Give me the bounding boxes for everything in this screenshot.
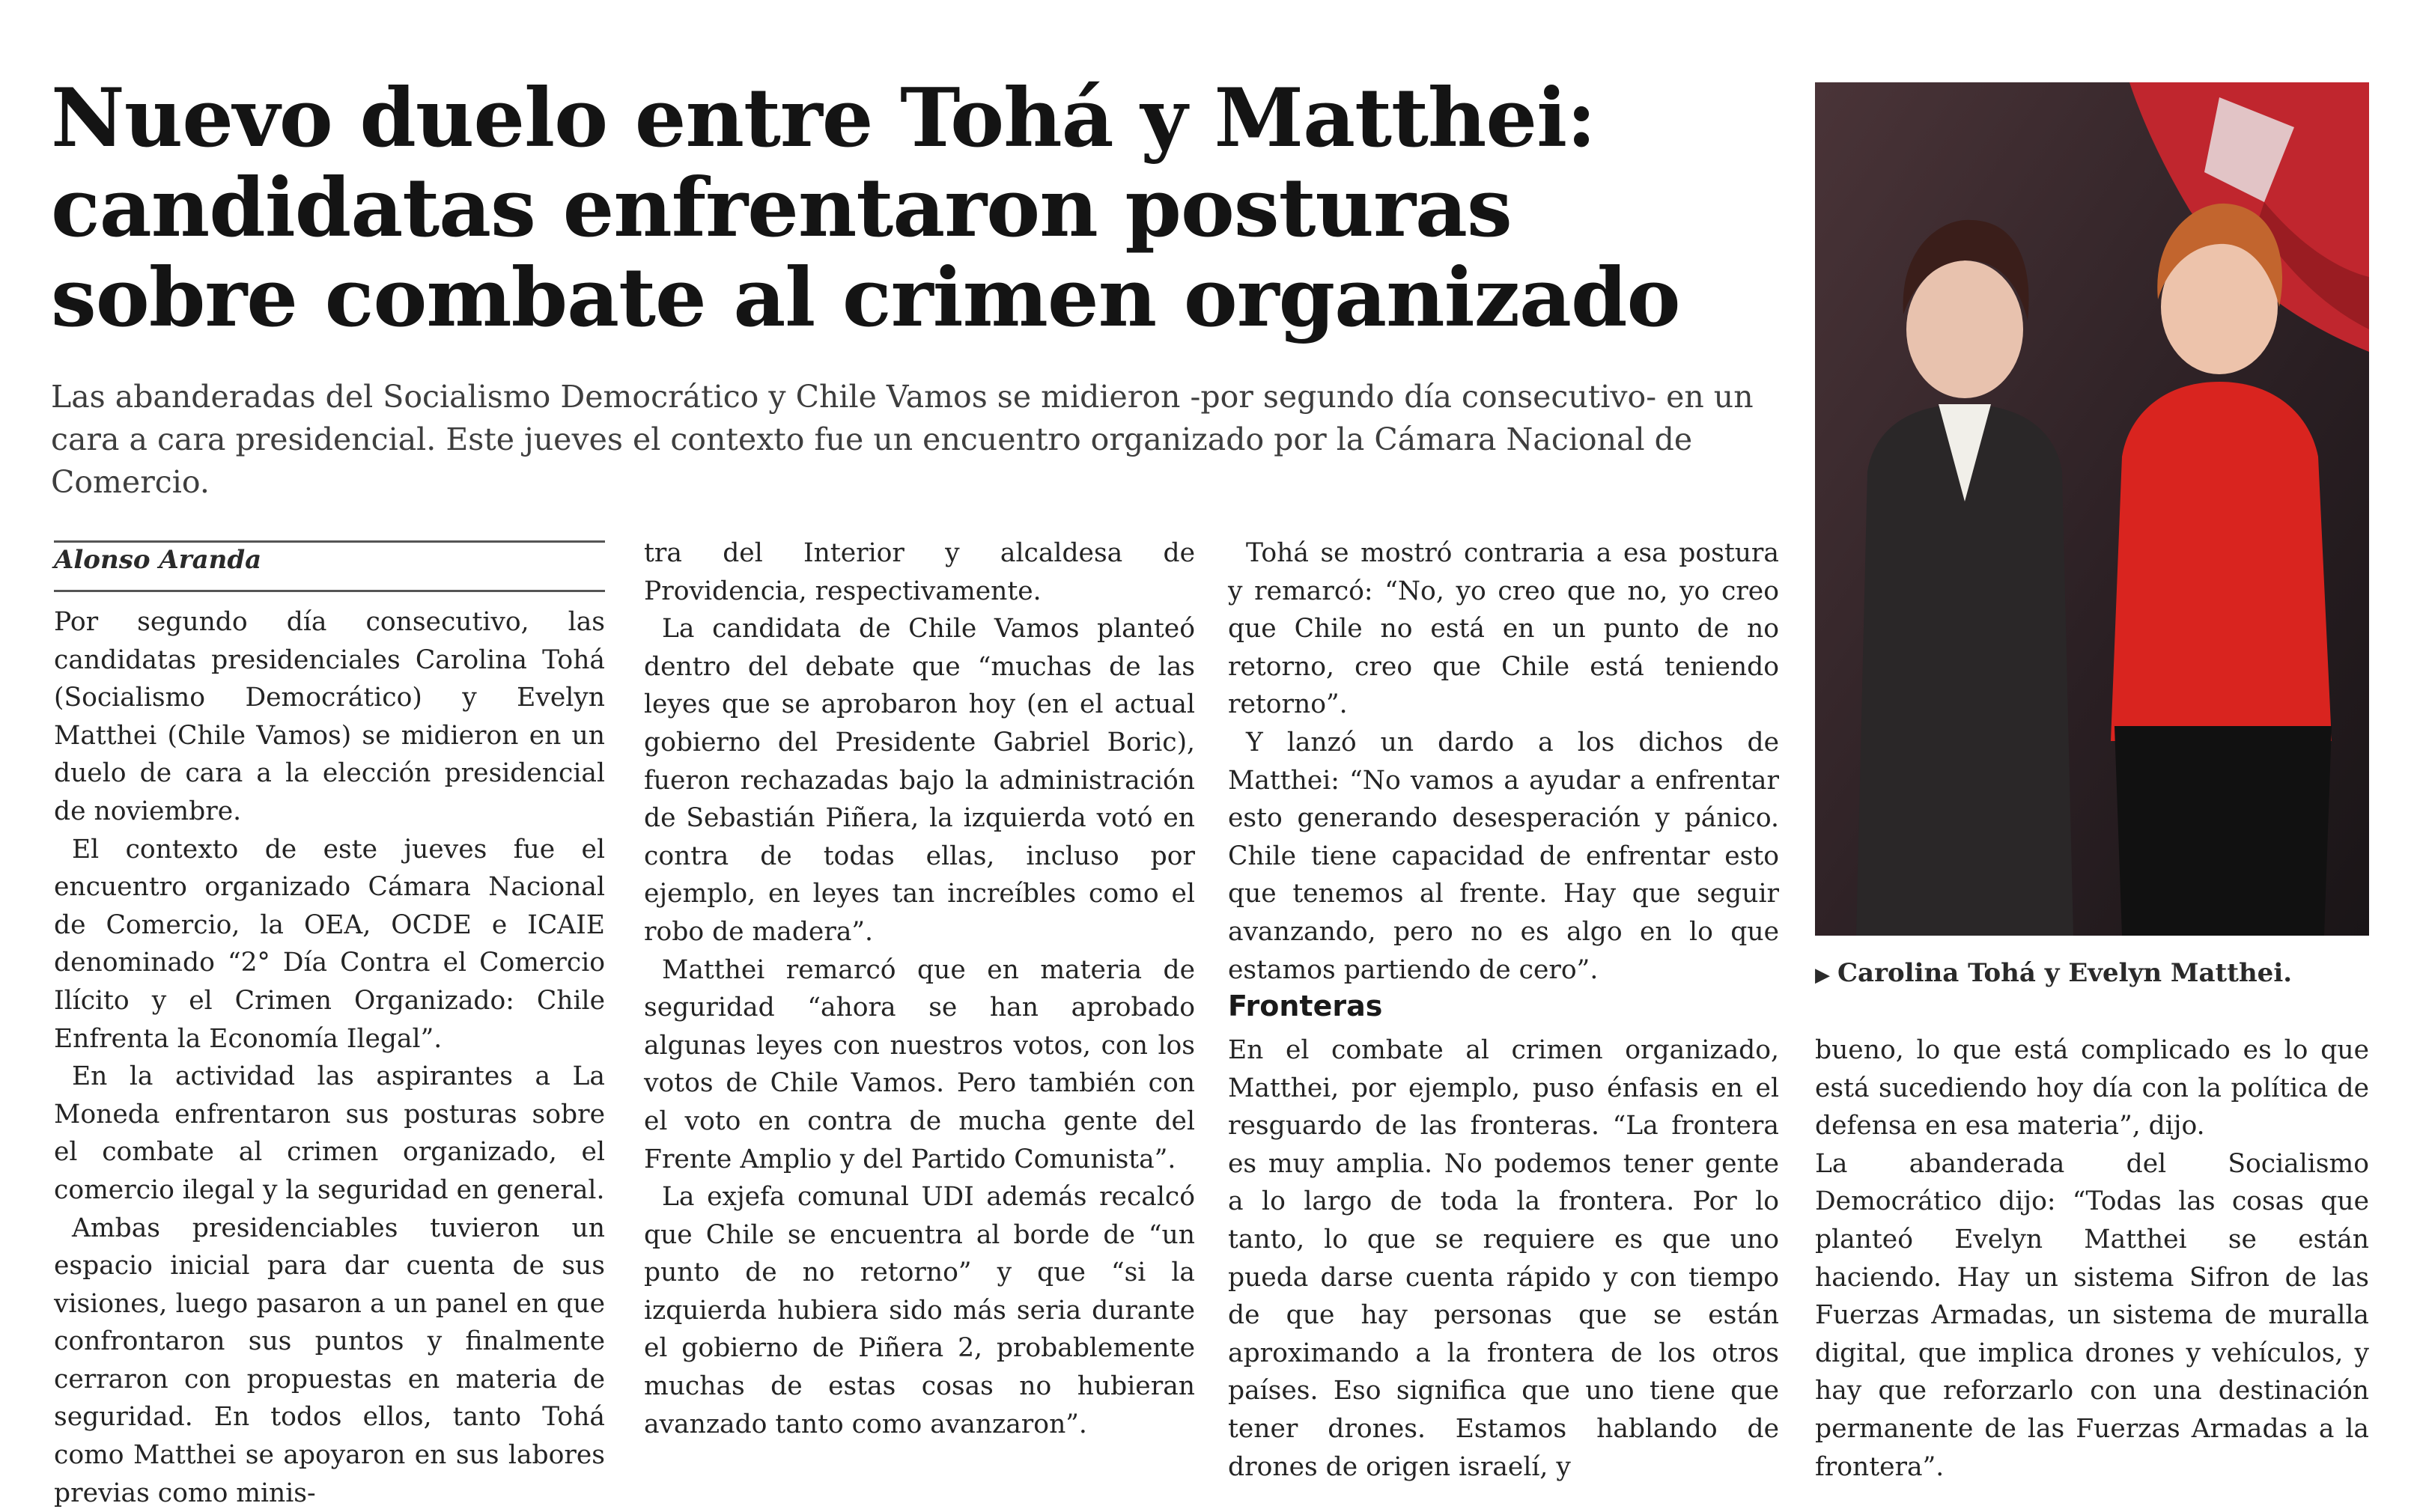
- byline: Alonso Aranda: [54, 545, 261, 575]
- paragraph: Matthei remarcó que en materia de seguridad “ahora se han aprobado algunas leyes con nuestros votos, con los votos de Chile Vamos. Pero también con el voto en contra de mucha gente del Frente Amplio y del Partido Comunista”.: [644, 951, 1195, 1179]
- photo-illustration: [1815, 82, 2369, 936]
- paragraph: En la actividad las aspirantes a La Moneda enfrentaron sus posturas sobre el combate al crimen organizado, el comercio ilegal y la seguridad en general.: [54, 1058, 605, 1209]
- lede: [51, 376, 1788, 504]
- article-column-3-continued: [1228, 1031, 1779, 1486]
- paragraph: Ambas presidenciables tuvieron un espacio inicial para dar cuenta de sus visiones, luego pasaron a un panel en que confrontaron sus puntos y finalmente cerraron con propuestas en materia de seguridad. En todos ellos, tanto Tohá como Matthei se apoyaron en sus labores previas como minis-: [54, 1210, 605, 1512]
- byline-rule-bottom: [54, 590, 605, 592]
- article-column-3: [1228, 534, 1779, 989]
- section-subhead: Fronteras: [1228, 990, 1382, 1022]
- paragraph: Y lanzó un dardo a los dichos de Matthei: “No vamos a ayudar a enfrentar esto generando desesperación y pánico. Chile tiene capacidad de enfrentar esto que tenemos al frente. Hay que seguir avanzando, pero no es algo en lo que estamos partiendo de cero”.: [1228, 724, 1779, 989]
- headline: [51, 73, 1773, 343]
- paragraph: bueno, lo que está complicado es lo que está sucediendo hoy día con la política de defensa en esa materia”, dijo.: [1815, 1031, 2369, 1145]
- paragraph: La candidata de Chile Vamos planteó dentro del debate que “muchas de las leyes que se aprobaron hoy (en el actual gobierno del Presidente Gabriel Boric), fueron rechazadas bajo la administración de Sebastián Piñera, la izquierda votó en contra de todas ellas, incluso por ejemplo, en leyes tan increíbles como el robo de madera”.: [644, 610, 1195, 951]
- paragraph: El contexto de este jueves fue el encuentro organizado Cámara Nacional de Comercio, la OEA, OCDE e ICAIE denominado “2° Día Contra el Comercio Ilícito y el Crimen Organizado: Chile Enfrenta la Economía Ilegal”.: [54, 831, 605, 1058]
- photo-caption: [1815, 958, 2292, 988]
- paragraph: tra del Interior y alcaldesa de Providencia, respectivamente.: [644, 534, 1195, 610]
- byline-rule-top: [54, 540, 605, 543]
- headline-line-1: Nuevo duelo entre Tohá y Matthei:: [51, 73, 1773, 163]
- article-column-2: [644, 534, 1195, 1443]
- lede-line-2: cara a cara presidencial. Este jueves el contexto fue un encuentro organizado por la Cámara Nacional de Comercio.: [51, 418, 1788, 504]
- paragraph: La abanderada del Socialismo Democrático dijo: “Todas las cosas que planteó Evelyn Matthei se están haciendo. Hay un sistema Sifron de las Fuerzas Armadas, un sistema de muralla digital, que implica drones y vehículos, y hay que reforzarlo con una destinación permanente de las Fuerzas Armadas a la frontera”.: [1815, 1145, 2369, 1486]
- article-column-1: [54, 603, 605, 1512]
- lede-line-1: Las abanderadas del Socialismo Democrático y Chile Vamos se midieron -por segundo día consecutivo- en un: [51, 376, 1788, 418]
- paragraph: En el combate al crimen organizado, Matthei, por ejemplo, puso énfasis en el resguardo de las fronteras. “La frontera es muy amplia. No podemos tener gente a lo largo de toda la frontera. Por lo tanto, lo que se requiere es que uno pueda darse cuenta rápido y con tiempo de que hay personas que se están aproximando a la frontera de los otros países. Eso significa que uno tiene que tener drones. Estamos hablando de drones de origen israelí, y: [1228, 1031, 1779, 1486]
- headline-line-3: sobre combate al crimen organizado: [51, 253, 1773, 343]
- paragraph: Tohá se mostró contraria a esa postura y remarcó: “No, yo creo que no, yo creo que Chile no está en un punto de no retorno, creo que Chile está teniendo retorno”.: [1228, 534, 1779, 724]
- triangle-right-icon: ▶: [1815, 964, 1830, 987]
- paragraph: Por segundo día consecutivo, las candidatas presidenciales Carolina Tohá (Socialismo Democrático) y Evelyn Matthei (Chile Vamos) se midieron en un duelo de cara a la elección presidencial de noviembre.: [54, 603, 605, 831]
- article-photo: [1815, 82, 2369, 936]
- photo-caption-text: Carolina Tohá y Evelyn Matthei.: [1837, 958, 2292, 988]
- article-column-4: [1815, 1031, 2369, 1486]
- paragraph: La exjefa comunal UDI además recalcó que Chile se encuentra al borde de “un punto de no retorno” y que “si la izquierda hubiera sido más seria durante el gobierno de Piñera 2, probablemente muchas de estas cosas no hubieran avanzado tanto como avanzaron”.: [644, 1178, 1195, 1443]
- headline-line-2: candidatas enfrentaron posturas: [51, 163, 1773, 253]
